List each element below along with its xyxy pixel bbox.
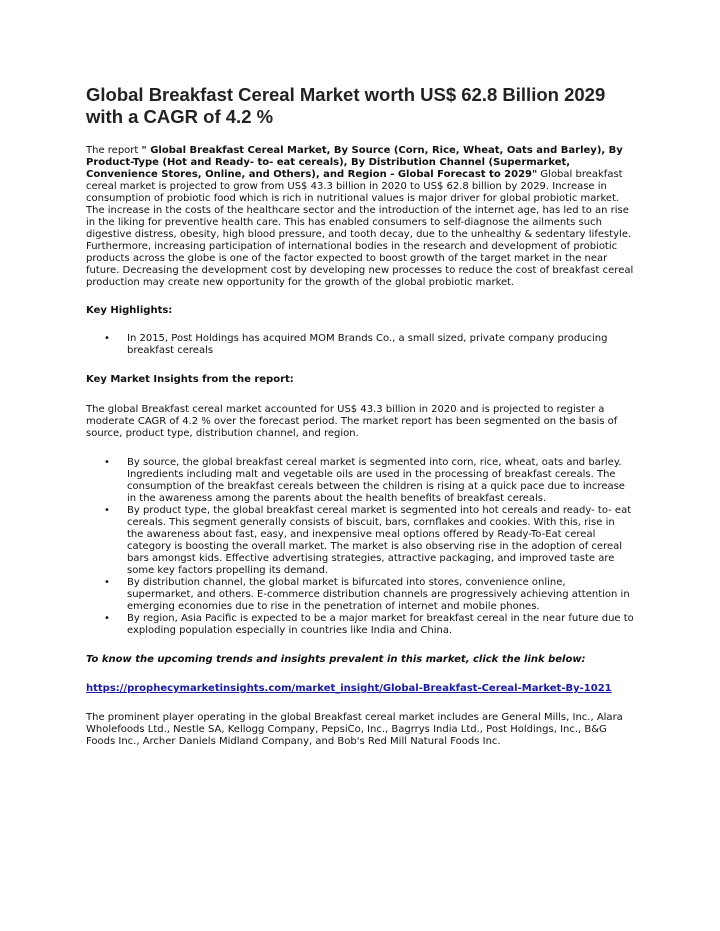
list-item: • By product type, the global breakfast cereal market is segmented into hot cereals and ready- to- eat cereals. This segment generally consists of biscuit, bars, cornflakes and cookies. With this, rise in the awareness about fast, easy, and inexpensive meal options offered by Ready-To-Eat cereal category is boosting the overall market. The market is also observing rise in the adoption of cereal bars amongst kids. Effective advertising strategies, attractive packaging, and improved taste are some key factors propelling its demand. xyxy=(86,505,634,577)
report-title: " Global Breakfast Cereal Market, By Source (Corn, Rice, Wheat, Oats and Barley), By Product-Type (Hot and Ready- to- eat cereals), By Distribution Channel (Supermarket, Convenience Stores, Online, and Others), and Region - Global Forecast to 2029" xyxy=(86,145,623,180)
intro-paragraph xyxy=(86,145,634,289)
intro-body: Global breakfast cereal market is projected to grow from US$ 43.3 billion in 2020 to US$ 62.8 billion by 2029. Increase in consumption of probiotic food which is rich in nutritional values is major driver for global probiotic market. The increase in the costs of the healthcare sector and the introduction of the internet age, has led to an rise in the liking for preventive health care. This has enabled consumers to self-diagnose the ailments such digestive distress, obesity, high blood pressure, and tooth decay, due to the unhealthy & sedentary lifestyle. Furthermore, increasing participation of international bodies in the research and development of probiotic products across the globe is one of the factor expected to boost growth of the target market in the near future. Decreasing the development cost by developing new processes to reduce the cost of breakfast cereal production may create new opportunity for the growth of the global probiotic market. xyxy=(86,169,634,288)
highlights-heading: Key Highlights: xyxy=(86,305,173,316)
players-paragraph: The prominent player operating in the global Breakfast cereal market includes are General Mills, Inc., Alara Wholefoods Ltd., Nestle SA, Kellogg Company, PepsiCo, Inc., Bagrrys India Ltd., Post Holdings, Inc., B&G Foods Inc., Archer Daniels Midland Company, and Bob's Red Mill Natural Foods Inc. xyxy=(86,712,623,747)
call-to-action: To know the upcoming trends and insights prevalent in this market, click the link below: xyxy=(86,654,586,665)
document-page xyxy=(86,84,634,748)
insights-heading: Key Market Insights from the report: xyxy=(86,374,294,385)
list-item: • In 2015, Post Holdings has acquired MOM Brands Co., a small sized, private company producing breakfast cereals xyxy=(86,333,634,357)
highlights-list xyxy=(86,333,634,357)
list-item: • By distribution channel, the global market is bifurcated into stores, convenience online, supermarket, and others. E-commerce distribution channels are progressively achieving attention in emerging economies due to rise in the penetration of internet and mobile phones. xyxy=(86,577,634,613)
insights-list xyxy=(86,457,634,637)
report-link[interactable]: https://prophecymarketinsights.com/market_insight/Global-Breakfast-Cereal-Market-By-1021 xyxy=(86,683,612,694)
list-item: • By region, Asia Pacific is expected to be a major market for breakfast cereal in the near future due to exploding population especially in countries like India and China. xyxy=(86,613,634,637)
page-title: Global Breakfast Cereal Market worth US$ 62.8 Billion 2029 with a CAGR of 4.2 % xyxy=(86,84,606,127)
intro-prefix: The report xyxy=(86,145,142,156)
list-item: • By source, the global breakfast cereal market is segmented into corn, rice, wheat, oats and barley. Ingredients including malt and vegetable oils are used in the processing of breakfast cereals. The consumption of the breakfast cereals between the children is rising at a quick pace due to increase in the awareness among the parents about the health benefits of breakfast cereals. xyxy=(86,457,634,505)
insights-paragraph: The global Breakfast cereal market accounted for US$ 43.3 billion in 2020 and is projected to register a moderate CAGR of 4.2 % over the forecast period. The market report has been segmented on the basis of source, product type, distribution channel, and region. xyxy=(86,404,618,439)
